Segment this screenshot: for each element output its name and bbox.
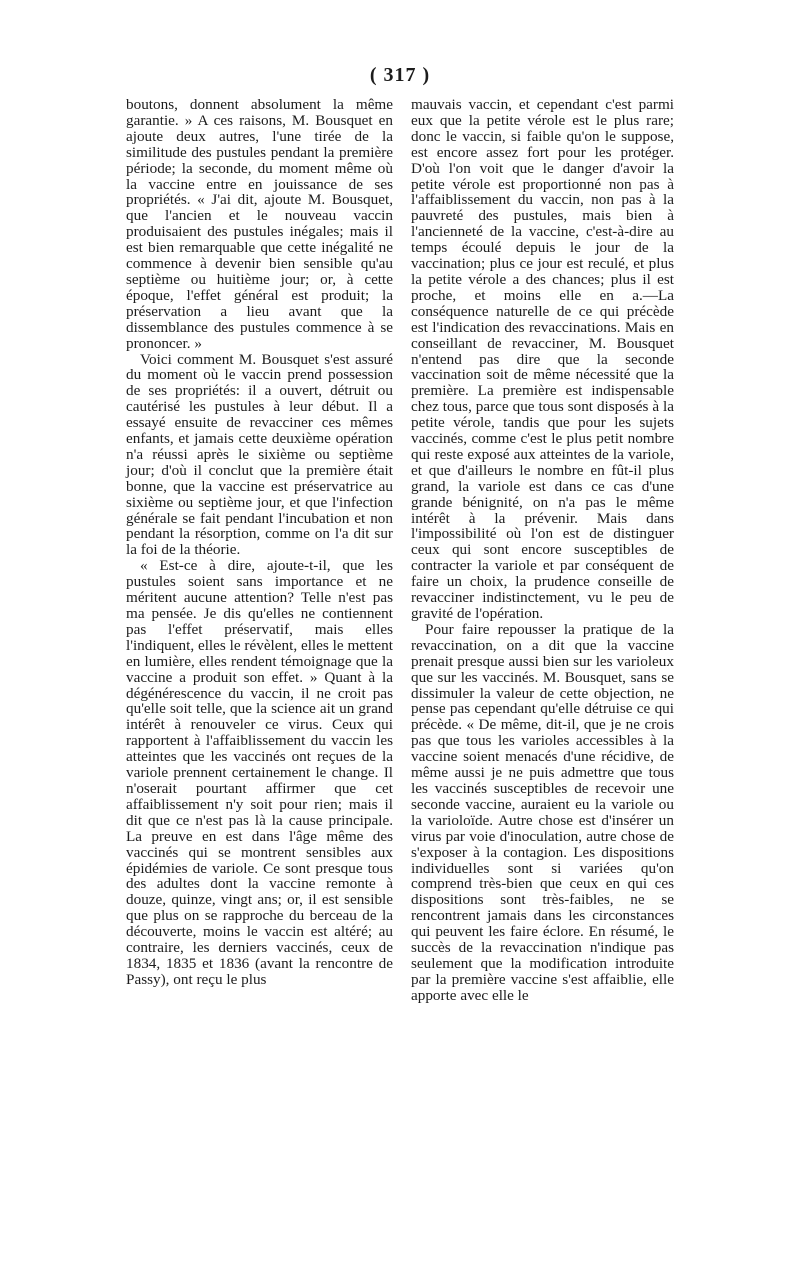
left-column <box>126 97 393 988</box>
left-paragraph-1: boutons, donnent absolument la même garantie. » A ces raisons, M. Bousquet en ajoute deux autres, l'une tirée de la similitude des pustules pendant la première période; la seconde, du moment même où la vaccine entre en jouissance de ses propriétés. « J'ai dit, ajoute M. Bousquet, que l'ancien et le nouveau vaccin produisaient des pustules inégales; mais il est bien remarquable que cette inégalité ne commence à devenir bien sensible qu'au septième ou huitième jour; or, à cette époque, l'effet général est produit; la préservation a lieu avant que la dissemblance des pustules commence à se prononcer. » <box>126 96 393 352</box>
right-paragraph-1: mauvais vaccin, et cependant c'est parmi eux que la petite vérole est le plus rare; donc le vaccin, si faible qu'on le suppose, est encore assez fort pour les protéger. D'où l'on voit que le danger d'avoir la petite vérole est proportionné non pas à l'affaiblissement du vaccin, non pas à la pauvreté des pustules, mais bien à l'ancienneté de la vaccine, c'est-à-dire au temps écoulé depuis le jour de la vaccination; plus ce jour est reculé, et plus la petite vérole a des chances; plus il est proche, et moins elle en a.—La conséquence naturelle de ce qui précède est l'indication des revaccinations. Mais en conseillant de revacciner, M. Bousquet n'entend pas dire que la seconde vaccination soit de même nécessité que la première. La première est indispensable chez tous, parce que tous sont disposés à la petite vérole, tandis que pour les sujets vaccinés, comme c'est le plus petit nombre qui reste exposé aux atteintes de la variole, et que d'ailleurs le nombre en fût-il plus grand, la variole est dans ce cas d'une grande bénignité, on n'a pas le même intérêt à la prévenir. Mais dans l'impossibilité où l'on est de distinguer ceux qui sont encore susceptibles de contracter la variole et par conséquent de faire un choix, la prudence conseille de revacciner indistinctement, vu le peu de gravité de l'opération. <box>411 96 674 622</box>
right-column <box>411 97 674 1004</box>
left-paragraph-3: « Est-ce à dire, ajoute-t-il, que les pustules soient sans importance et ne méritent aucune attention? Telle n'est pas ma pensée. Je dis qu'elles ne contiennent pas l'effet préservatif, mais elles l'indiquent, elles le révèlent, elles le mettent en lumière, elles rendent témoignage que la vaccine a produit son effet. » Quant à la dégénérescence du vaccin, il ne croit pas qu'elle soit telle, que la science ait un grand intérêt à renouveler ce virus. Ceux qui rapportent à l'affaiblissement du vaccin les atteintes que les vaccinés ont reçues de la variole prennent certainement le change. Il n'oserait pourtant affirmer que cet affaiblissement n'y soit pour rien; mais il dit que ce n'est pas là la cause principale. La preuve en est dans l'âge même des vaccinés qui se montrent sensibles aux épidémies de variole. Ce sont presque tous des adultes dont la vaccine remonte à douze, quinze, vingt ans; or, il est sensible que plus on se rapproche du berceau de la découverte, moins le vaccin est altéré; au contraire, les derniers vaccinés, ceux de 1834, 1835 et 1836 (avant la rencontre de Passy), ont reçu le plus <box>126 557 393 988</box>
page-number: ( 317 ) <box>369 64 431 86</box>
left-paragraph-2: Voici comment M. Bousquet s'est assuré du moment où le vaccin prend possession de ses propriétés: il a ouvert, détruit ou cautérisé les pustules à leur début. Il a essayé ensuite de revacciner ces mêmes enfants, et jamais cette deuxième opération n'a réussi après le sixième ou septième jour; d'où il conclut que la première était bonne, que la vaccine est préservatrice au sixième ou septième jour, et que l'infection générale se fait pendant l'incubation et non pendant la résorption, comme on l'a dit sur la foi de la théorie. <box>126 350 393 559</box>
right-paragraph-2: Pour faire repousser la pratique de la revaccination, on a dit que la vaccine prenait presque aussi bien sur les varioleux que sur les vaccinés. M. Bousquet, sans se dissimuler la valeur de cette objection, ne pense pas cependant qu'elle détruise ce qui précède. « De même, dit-il, que je ne crois pas que tous les varioles accessibles à la vaccine soient menacés d'une récidive, de même aussi je ne puis admettre que tous les vaccinés susceptibles de recevoir une seconde vaccine, auraient eu la variole ou la varioloïde. Autre chose est d'insérer un virus par voie d'inoculation, autre chose de s'exposer à la contagion. Les dispositions individuelles sont si variées qu'on comprend très-bien que ceux en qui ces dispositions sont très-faibles, ne se rencontrent jamais dans les circonstances qui peuvent les faire éclore. En résumé, le succès de la revaccination n'indique pas seulement que la modification introduite par la première vaccine s'est affaiblie, elle apporte avec elle le <box>411 620 674 1004</box>
